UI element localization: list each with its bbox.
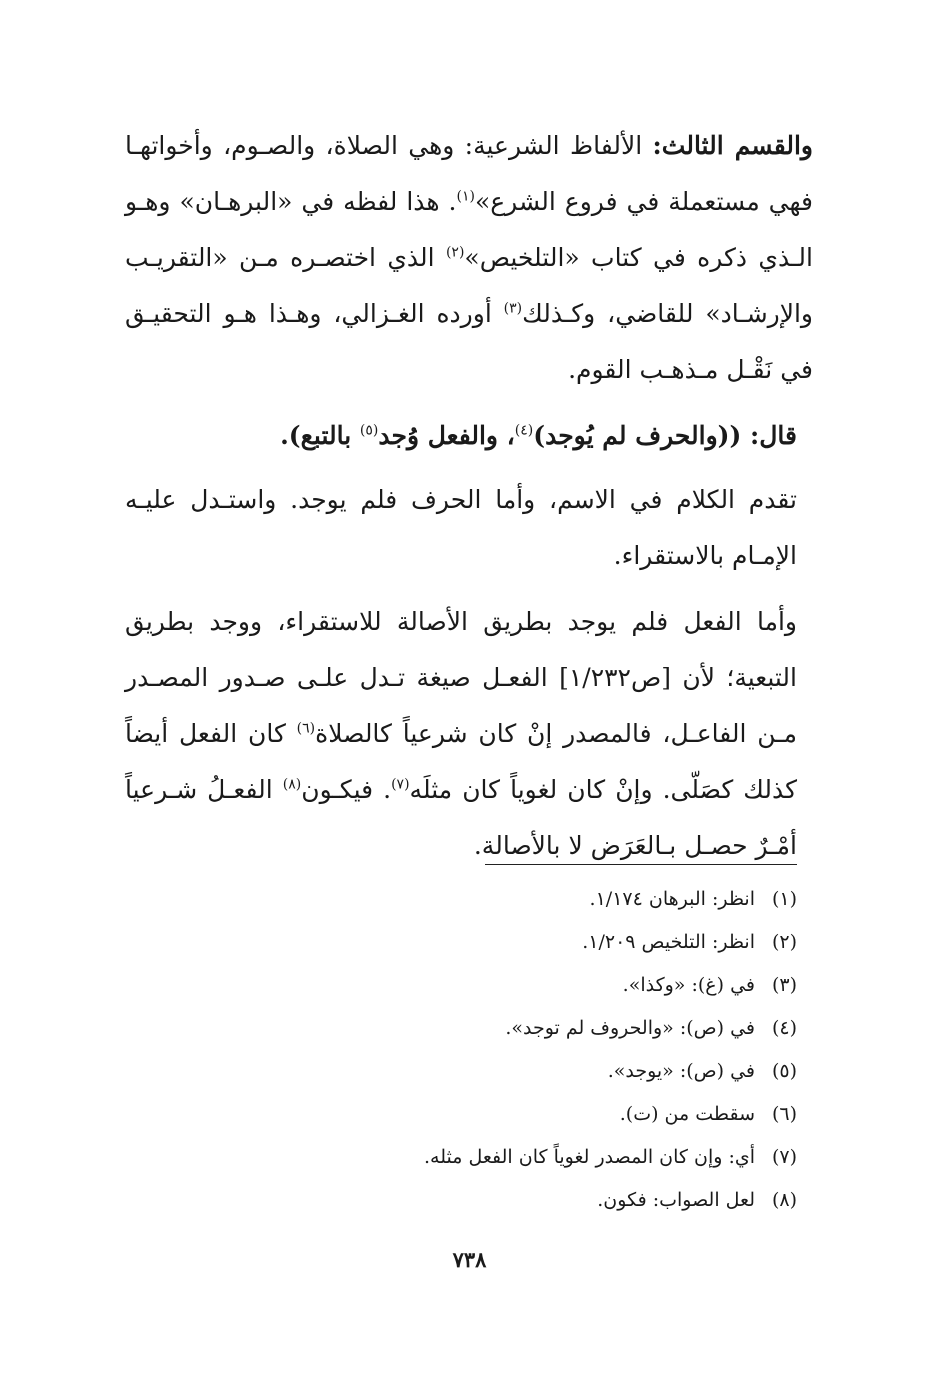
footnote-number: (١)	[771, 888, 797, 910]
footnote-text: لعل الصواب: فكون.	[597, 1189, 755, 1211]
footnote-1	[277, 878, 797, 921]
footnote-2	[277, 921, 797, 964]
paragraph-text: كان الفعل أيضاً كذلك كصَلّى. وإنْ كان لغوياً كان مثلَه	[125, 719, 797, 804]
footnote-4	[277, 1007, 797, 1050]
footnote-text: انظر: البرهان ١/١٧٤.	[589, 888, 755, 910]
footnote-separator	[485, 864, 797, 865]
paragraph-text: أورده الغـزالي، وهـذا هـو التحقيـق في نَقْـل مـذهـب القوم.	[125, 299, 813, 384]
footnote-ref-6[interactable]: (٦)	[296, 720, 316, 737]
quote-text: بالتبع).	[280, 421, 360, 450]
footnote-text: أي: وإن كان المصدر لغوياً كان الفعل مثله.	[424, 1146, 755, 1168]
footnote-number: (٤)	[771, 1017, 797, 1039]
paragraph-text: . فيكـون	[301, 775, 392, 804]
section-heading: والقسم الثالث:	[652, 131, 813, 160]
footnote-ref-2[interactable]: (٢)	[445, 244, 465, 261]
paragraph-text: الألفاظ الشرعية: وهي الصلاة، والصـوم، وأخواتهـا فهي مستعملة في فروع الشرع»	[125, 131, 813, 216]
paragraph-text: وأما الفعل فلم يوجد بطريق الأصالة للاستقراء، ووجد بطريق التبعية؛ لأن [ص١/٢٣٢] الفعـل صيغة تـدل علـى صـدور المصـدر مـن الفاعـل، فالمصدر إنْ كان شرعياً كالصلاة	[125, 607, 798, 748]
footnote-text: في (ص): «يوجد».	[607, 1060, 755, 1082]
footnote-3	[277, 964, 797, 1007]
footnote-text: سقطت من (ت).	[619, 1103, 755, 1125]
footnote-ref-4[interactable]: (٤)	[514, 422, 534, 439]
main-text	[125, 118, 813, 874]
footnote-number: (٣)	[771, 974, 797, 996]
paragraph-text: . هذا لفظه في «البرهـان» وهـو الـذي ذكره في كتاب «التلخيص»	[125, 187, 813, 272]
footnote-number: (٨)	[771, 1189, 797, 1211]
footnote-text: في (ص): «والحروف لم توجد».	[505, 1017, 755, 1039]
footnote-number: (٥)	[771, 1060, 797, 1082]
paragraph-quote	[125, 408, 813, 464]
footnote-ref-5[interactable]: (٥)	[359, 422, 379, 439]
footnote-number: (٧)	[771, 1146, 797, 1168]
page-number: ٧٣٨	[452, 1247, 487, 1272]
footnote-7	[277, 1136, 797, 1179]
footnote-8	[277, 1179, 797, 1222]
paragraph-explanation: تقدم الكلام في الاسم، وأما الحرف فلم يوجد. واستـدل عليـه الإمـام بالاستقراء.	[125, 485, 797, 570]
footnote-text: انظر: التلخيص ١/٢٠٩.	[582, 931, 755, 953]
footnote-ref-7[interactable]: (٧)	[391, 776, 410, 793]
quote-text: قال: ((والحرف لم يُوجد)	[533, 421, 797, 450]
footnote-ref-1[interactable]: (١)	[456, 188, 475, 205]
footnote-text: في (غ): «وكذا».	[622, 974, 755, 996]
paragraph-text: الفعـلُ شـرعياً أمْـرٌ حصـل بـالعَرَض لا بالأصالة.	[125, 775, 797, 860]
footnote-5	[277, 1050, 797, 1093]
paragraph-verb	[125, 594, 813, 874]
footnote-ref-3[interactable]: (٣)	[503, 300, 523, 317]
footnotes-list	[277, 878, 797, 1222]
quote-text: ، والفعل وُجد	[378, 421, 515, 450]
footnote-number: (٢)	[771, 931, 797, 953]
paragraph-third-section	[125, 118, 813, 398]
footnote-6	[277, 1093, 797, 1136]
footnote-ref-8[interactable]: (٨)	[282, 776, 302, 793]
footnote-number: (٦)	[771, 1103, 797, 1125]
paragraph-text: الذي اختصـره مـن «التقريـب والإرشـاد» للقاضي، وكـذلك	[125, 243, 813, 328]
